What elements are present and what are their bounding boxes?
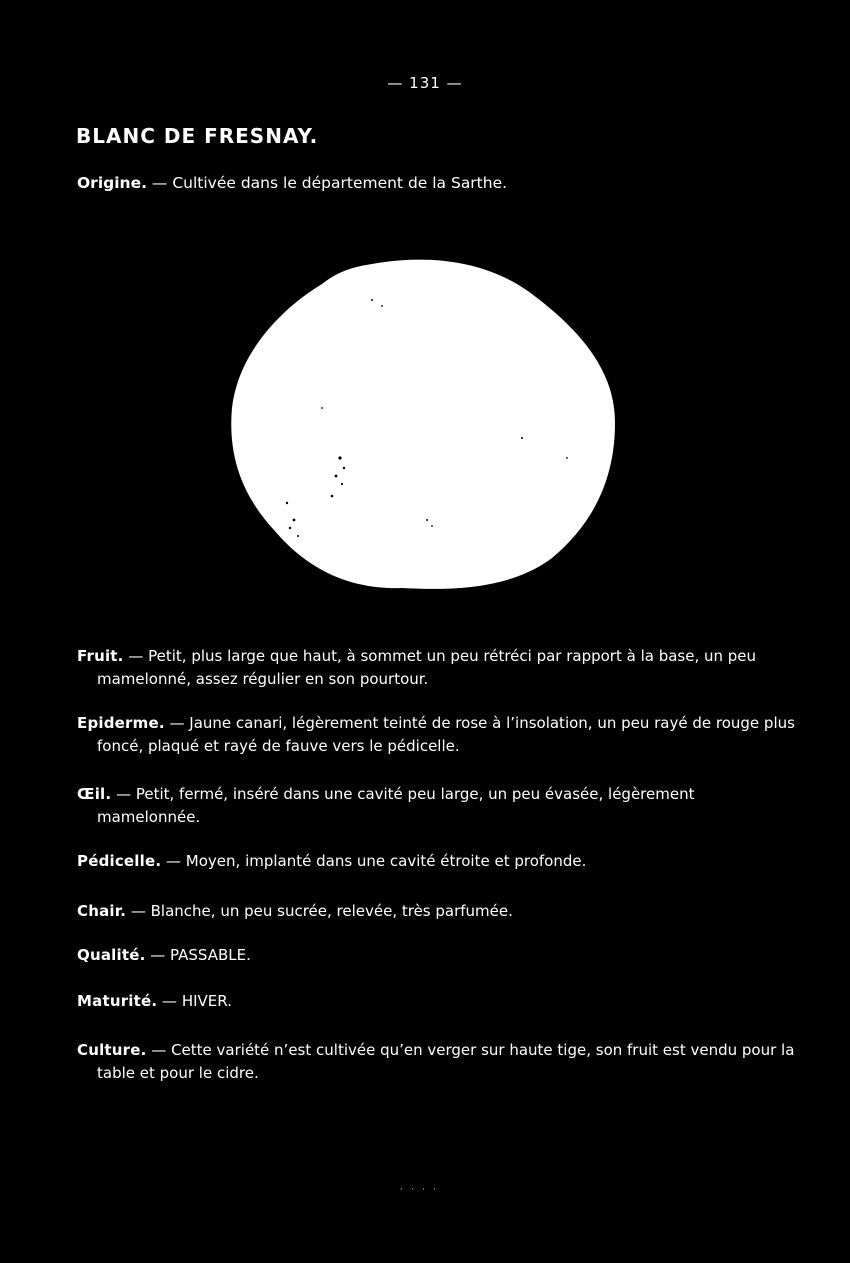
entry-culture [77,1039,802,1085]
footer-marks: · · · · [400,1185,439,1194]
entry-chair [77,900,802,923]
page-title: BLANC DE FRESNAY. [76,124,319,148]
entry-epiderme-label: Epiderme. [77,714,165,732]
fruit-silhouette [231,260,615,589]
entry-oeil-text: — Petit, fermé, inséré dans une cavité peu large, un peu évasée, légèrement mamelonnée. [97,785,695,826]
origin-text: — Cultivée dans le département de la Sarthe. [146,174,508,192]
entry-pedicelle-text: — Moyen, implanté dans une cavité étroite et profonde. [161,852,587,870]
entry-maturite-text: — HIVER. [157,992,232,1010]
entry-qualite [77,944,802,967]
origin-label: Origine. [77,174,147,192]
entry-fruit-text: — Petit, plus large que haut, à sommet un peu rétréci par rapport à la base, un peu mamelonné, assez régulier en son pourtour. [97,647,757,688]
entry-epiderme [77,712,802,758]
entry-culture-text: — Cette variété n’est cultivée qu’en verger sur haute tige, son fruit est vendu pour la table et pour le cidre. [97,1041,795,1082]
entry-maturite [77,990,802,1013]
entry-maturite-label: Maturité. [77,992,158,1010]
entry-oeil [77,783,802,829]
entry-qualite-label: Qualité. [77,946,146,964]
entry-oeil-label: Œil. [77,785,112,803]
entry-qualite-text: — PASSABLE. [145,946,251,964]
entry-pedicelle [77,850,802,873]
entry-chair-label: Chair. [77,902,127,920]
entry-culture-label: Culture. [77,1041,147,1059]
entry-pedicelle-label: Pédicelle. [77,852,162,870]
entry-chair-text: — Blanche, un peu sucrée, relevée, très parfumée. [126,902,513,920]
page-number: — 131 — [387,74,463,92]
origin-line [77,174,507,192]
entry-epiderme-text: — Jaune canari, légèrement teinté de rose à l’insolation, un peu rayé de rouge plus foncé, plaqué et rayé de fauve vers le pédicelle. [97,714,795,755]
entry-fruit-label: Fruit. [77,647,124,665]
entry-fruit [77,645,802,691]
apple-fruit-illustration [222,258,622,598]
